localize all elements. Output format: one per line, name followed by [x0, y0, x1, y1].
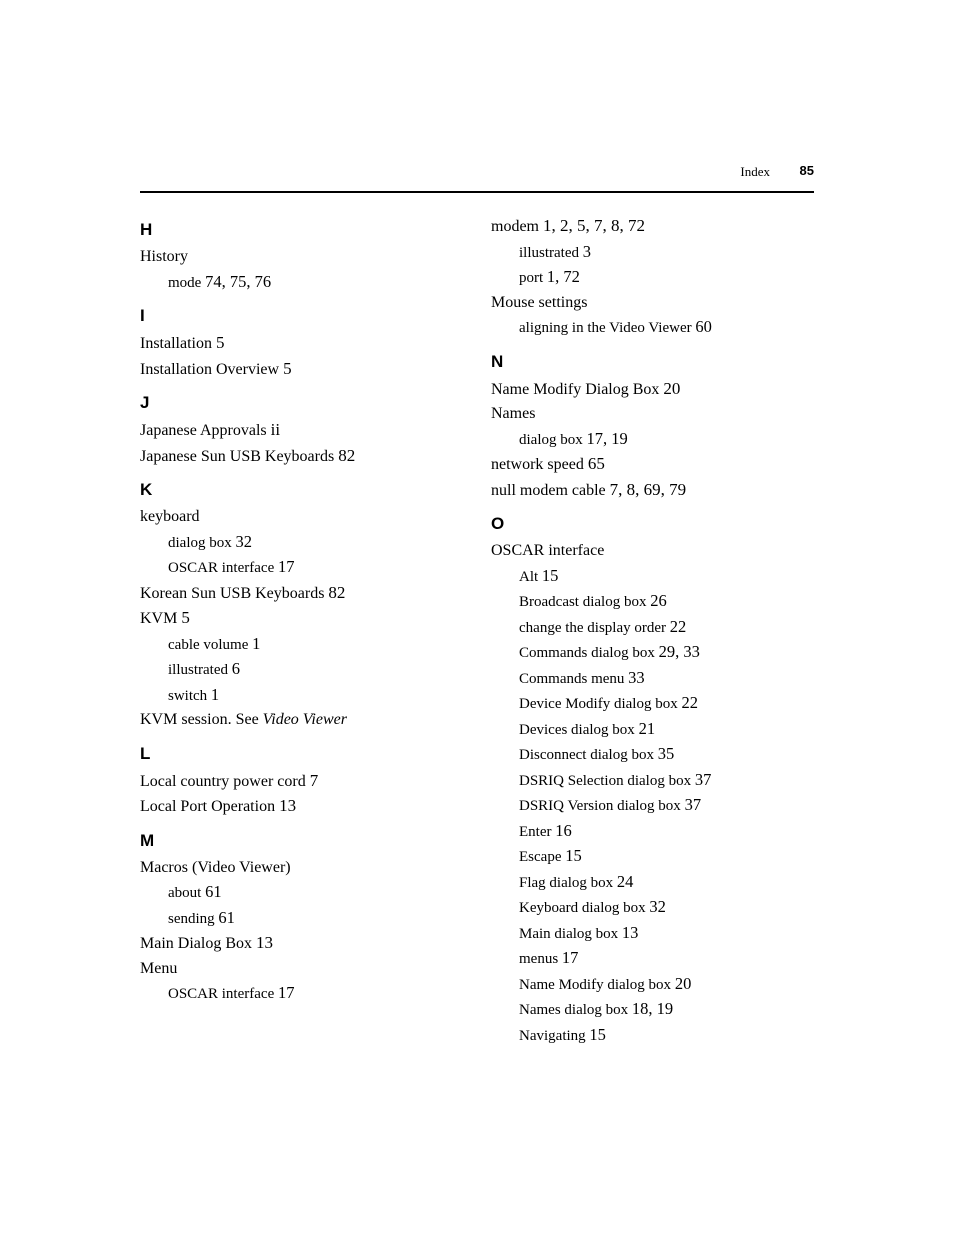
index-entry: [140, 856, 470, 881]
index-subentry: [491, 870, 821, 896]
entry-page-numbers: 24: [616, 871, 634, 891]
entry-page-numbers: 74, 75, 76: [205, 271, 272, 291]
entry-term: Disconnect dialog box: [519, 747, 654, 763]
entry-term: Local country power cord: [140, 772, 306, 790]
index-subentry: [140, 555, 470, 581]
index-subentry: [491, 589, 821, 615]
index-letter-heading: L: [140, 743, 151, 763]
running-header: [140, 164, 814, 182]
index-subentry: [491, 742, 821, 768]
entry-term: aligning in the Video Viewer: [519, 320, 692, 336]
entry-page-numbers: 15: [565, 846, 582, 865]
header-title: Index: [740, 164, 770, 179]
index-entry: [140, 505, 470, 530]
index-subentry: [140, 880, 470, 906]
entry-page-numbers: 5: [181, 608, 190, 627]
index-letter-heading: I: [140, 306, 145, 325]
entry-term: network speed: [491, 456, 584, 473]
entry-page-numbers: 18, 19: [631, 999, 674, 1018]
index-entry: [140, 957, 470, 982]
entry-term: Navigating: [519, 1027, 586, 1044]
entry-term: null modem cable: [491, 481, 606, 499]
entry-term: Installation Overview: [140, 360, 280, 378]
entry-term: OSCAR interface: [491, 542, 605, 559]
entry-term: Flag dialog box: [519, 874, 614, 891]
index-entry: [491, 452, 821, 478]
entry-page-numbers: 26: [650, 591, 667, 610]
index-subentry: [491, 972, 821, 998]
index-subentry: [491, 691, 821, 717]
entry-term: Name Modify Dialog Box: [491, 380, 660, 398]
entry-page-numbers: 17, 19: [586, 428, 628, 448]
index-subentry: [491, 793, 821, 819]
entry-page-numbers: 1: [210, 684, 220, 704]
index-subentry: [140, 632, 470, 658]
index-entry: [140, 331, 470, 357]
index-entry: [491, 214, 821, 240]
index-entry: [140, 931, 470, 957]
entry-term: sending: [168, 910, 215, 927]
index-subentry: [491, 315, 821, 341]
entry-term: modem: [491, 218, 539, 235]
entry-page-numbers: 29, 33: [658, 642, 700, 661]
entry-term: Names dialog box: [519, 1002, 629, 1018]
entry-term: OSCAR interface: [168, 560, 275, 576]
entry-page-numbers: 82: [338, 445, 356, 465]
entry-term: Main dialog box: [519, 925, 619, 942]
entry-page-numbers: 17: [277, 557, 295, 576]
entry-page-numbers: 17: [561, 948, 579, 967]
entry-page-numbers: 7, 8, 69, 79: [609, 479, 687, 499]
entry-page-numbers: 5: [283, 358, 292, 378]
entry-term: menus: [519, 951, 559, 967]
entry-term: Commands dialog box: [519, 645, 655, 661]
index-letter-heading: J: [140, 393, 150, 412]
entry-term: Japanese Sun USB Keyboards: [140, 447, 335, 465]
entry-term: KVM: [140, 610, 178, 627]
index-letter-heading: O: [491, 514, 505, 533]
entry-page-numbers: 61: [218, 907, 235, 927]
entry-term: Korean Sun USB Keyboards: [140, 584, 325, 602]
entry-term: keyboard: [140, 508, 200, 525]
entry-term: about: [168, 885, 202, 901]
entry-page-numbers: 32: [649, 897, 666, 916]
index-subentry: [491, 666, 821, 692]
entry-page-numbers: 60: [695, 317, 712, 336]
entry-page-numbers: 7: [309, 770, 319, 790]
entry-term: OSCAR interface: [168, 986, 275, 1002]
entry-page-numbers: 6: [231, 659, 240, 678]
entry-term: switch: [168, 687, 208, 704]
entry-page-numbers: 1: [252, 633, 261, 653]
entry-term: Mouse settings: [491, 293, 588, 311]
index-entry: [140, 794, 470, 820]
entry-term: port: [519, 270, 544, 286]
index-entry: [491, 478, 821, 504]
index-subentry: [491, 265, 821, 291]
entry-page-numbers: 13: [279, 796, 297, 815]
index-subentry: [491, 946, 821, 972]
index-entry: [140, 444, 470, 470]
entry-term: dialog box: [168, 534, 232, 551]
entry-page-numbers: 33: [628, 667, 645, 687]
index-subentry: [491, 615, 821, 641]
index-subentry: [491, 997, 821, 1023]
index-subentry: [140, 683, 470, 709]
entry-page-numbers: 21: [638, 718, 656, 738]
entry-page-numbers: 16: [555, 820, 572, 840]
entry-term: Broadcast dialog box: [519, 594, 647, 610]
entry-page-numbers: 1, 2, 5, 7, 8, 72: [543, 216, 645, 235]
entry-page-numbers: 15: [589, 1024, 606, 1044]
entry-page-numbers: 5: [215, 333, 225, 352]
entry-page-numbers: 13: [621, 922, 639, 942]
entry-page-numbers: 22: [681, 693, 698, 712]
entry-term: cable volume: [168, 636, 249, 653]
index-subentry: [491, 921, 821, 947]
header-rule: [140, 191, 814, 193]
index-letter-heading: K: [140, 480, 153, 499]
index-subentry: [140, 906, 470, 932]
index-subentry: [491, 640, 821, 666]
index-subentry: [491, 1023, 821, 1049]
see-reference: Video Viewer: [262, 711, 347, 728]
entry-term: Menu: [140, 959, 178, 977]
index-subentry: [491, 564, 821, 590]
entry-term: Names: [491, 405, 536, 422]
entry-term: DSRIQ Version dialog box: [519, 798, 681, 814]
index-subentry: [140, 270, 470, 296]
entry-term: Installation: [140, 335, 212, 352]
entry-page-numbers: 65: [587, 454, 605, 473]
index-subentry: [491, 717, 821, 743]
index-subentry: [491, 844, 821, 870]
entry-term: DSRIQ Selection dialog box: [519, 772, 692, 789]
index-entry: [140, 418, 470, 444]
entry-page-numbers: 13: [256, 933, 273, 952]
entry-term: Name Modify dialog box: [519, 976, 672, 993]
index-subentry: [491, 819, 821, 845]
page-number: 85: [799, 163, 814, 178]
index-entry: [140, 581, 470, 607]
entry-term: dialog box: [519, 431, 583, 448]
entry-page-numbers: 1, 72: [546, 267, 580, 286]
entry-page-numbers: ii: [270, 420, 281, 439]
entry-page-numbers: 32: [235, 531, 252, 551]
index-entry: [140, 769, 470, 795]
entry-term: Alt: [519, 568, 539, 585]
index-subentry: [491, 895, 821, 921]
entry-term: mode: [168, 274, 202, 291]
index-subentry: [140, 981, 470, 1007]
entry-page-numbers: 17: [277, 983, 295, 1002]
index-subentry: [491, 768, 821, 794]
entry-page-numbers: 22: [669, 616, 687, 636]
entry-term: Main Dialog Box: [140, 935, 252, 952]
index-letter-heading: H: [140, 220, 153, 239]
entry-term: Enter: [519, 823, 552, 840]
index-entry: [140, 708, 470, 733]
index-subentry: [491, 427, 821, 453]
entry-page-numbers: 15: [541, 565, 559, 585]
index-subentry: [140, 657, 470, 683]
index-entry: [491, 539, 821, 564]
entry-term: Escape: [519, 849, 562, 865]
entry-term: change the display order: [519, 619, 667, 636]
entry-term: Device Modify dialog box: [519, 696, 678, 712]
entry-term: Local Port Operation: [140, 798, 276, 815]
index-column-left: [140, 214, 470, 1007]
index-entry: [491, 377, 821, 403]
index-subentry: [491, 240, 821, 266]
index-letter-heading: M: [140, 830, 155, 850]
entry-term: Commands menu: [519, 670, 625, 687]
entry-page-numbers: 35: [657, 744, 675, 763]
entry-page-numbers: 3: [582, 241, 591, 261]
entry-page-numbers: 20: [674, 973, 692, 993]
entry-page-numbers: 61: [205, 882, 222, 901]
entry-term: illustrated: [168, 662, 228, 678]
index-entry: [140, 357, 470, 383]
entry-term: Macros (Video Viewer): [140, 858, 291, 876]
index-subentry: [140, 530, 470, 556]
entry-term: KVM session. See: [140, 711, 259, 728]
entry-page-numbers: 37: [684, 795, 702, 814]
index-letter-heading: N: [491, 351, 504, 371]
entry-term: Japanese Approvals: [140, 422, 267, 439]
entry-page-numbers: 82: [328, 582, 346, 602]
entry-term: History: [140, 248, 188, 265]
entry-term: illustrated: [519, 244, 579, 261]
index-entry: [491, 402, 821, 427]
entry-term: Devices dialog box: [519, 721, 635, 738]
index-column-right: [491, 214, 821, 1048]
index-entry: [491, 291, 821, 316]
index-entry: [140, 245, 470, 270]
index-entry: [140, 606, 470, 632]
entry-term: Keyboard dialog box: [519, 900, 646, 916]
entry-page-numbers: 20: [663, 378, 681, 398]
entry-page-numbers: 37: [694, 769, 712, 789]
